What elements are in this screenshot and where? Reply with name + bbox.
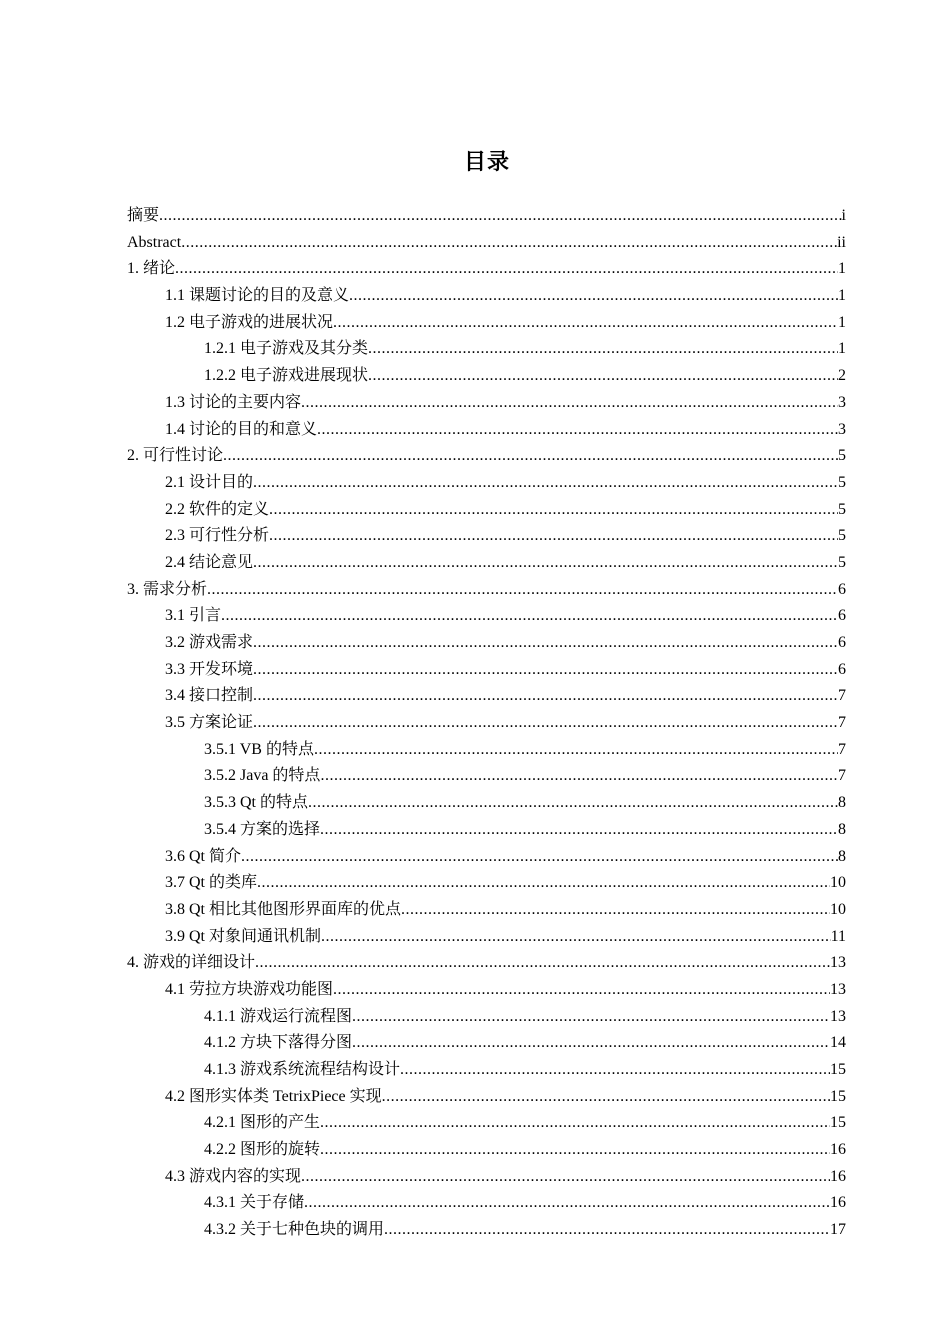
toc-entry-label: 3.1 引言 [165,607,222,625]
toc-entry-label: 4.1.3 游戏系统流程结构设计 [204,1061,401,1078]
toc-page-number: 16 [830,1194,846,1212]
toc-dot-leader [269,523,838,550]
toc-entry-label: 4.3 游戏内容的实现 [165,1167,302,1185]
toc-page-number: 13 [830,980,846,998]
toc-page-number: 8 [838,820,846,838]
toc-entry-label: 3.8 Qt 相比其他图形界面库的优点 [165,900,402,918]
toc-dot-leader [352,1004,830,1031]
toc-entry[interactable] [127,924,846,951]
toc-page-number: 5 [838,553,846,571]
toc-dot-leader [349,283,838,310]
toc-dot-leader [253,657,838,684]
toc-entry-label: Abstract [127,233,182,251]
toc-entry[interactable] [127,1110,846,1137]
toc-dot-leader [253,470,838,497]
toc-dot-leader [333,977,830,1004]
toc-entry[interactable] [127,203,846,230]
toc-page-number: 15 [830,1087,846,1105]
toc-entry-label: 4.1.1 游戏运行流程图 [204,1007,353,1025]
toc-page-number: ii [837,233,846,251]
toc-page-number: 5 [838,527,846,545]
toc-page-number: 5 [838,500,846,518]
toc-page-number: 1 [838,260,846,278]
toc-entry-label: 3.5.1 VB 的特点 [204,740,314,758]
toc-entry-label: 3.5.3 Qt 的特点 [204,794,309,812]
toc-dot-leader [241,844,838,871]
toc-dot-leader [400,1057,830,1084]
toc-page-number: 7 [838,740,846,758]
toc-entry[interactable] [127,657,846,684]
toc-entry-label: 3.4 接口控制 [165,687,254,705]
toc-entry-label: 4.3.2 关于七种色块的调用 [204,1221,385,1239]
toc-page-number: 14 [830,1034,846,1052]
toc-entry-label: 2.3 可行性分析 [165,527,270,545]
toc-dot-leader [175,256,838,283]
toc-page-number: 16 [830,1141,846,1159]
toc-entry[interactable] [127,1084,846,1111]
toc-entry[interactable] [127,256,846,283]
toc-dot-leader [352,1030,830,1057]
toc-dot-leader [257,870,830,897]
toc-entry-label: 4.2.2 图形的旋转 [204,1141,321,1159]
toc-entry[interactable] [127,1057,846,1084]
toc-entry[interactable] [127,603,846,630]
toc-page-number: 6 [838,660,846,678]
toc-page-number: 8 [838,794,846,812]
toc-page-number: 15 [830,1061,846,1078]
toc-dot-leader [159,203,842,230]
toc-entry-label: 1.4 讨论的目的和意义 [165,420,318,438]
toc-dot-leader [321,924,831,951]
toc-entry[interactable] [127,310,846,337]
toc-entry[interactable] [127,950,846,977]
toc-entry[interactable] [127,817,846,844]
toc-dot-leader [314,737,838,764]
toc-entry-label: 3.9 Qt 对象间通讯机制 [165,927,322,945]
toc-entry[interactable] [127,417,846,444]
toc-dot-leader [320,1137,830,1164]
toc-entry-label: 1.1 课题讨论的目的及意义 [165,287,350,305]
toc-page-number: 10 [830,874,846,892]
toc-entry-label: 2. 可行性讨论 [127,447,224,465]
toc-entry[interactable] [127,336,846,363]
toc-entry[interactable] [127,897,846,924]
toc-entry-label: 摘要 [127,207,160,224]
toc-dot-leader [382,1084,830,1111]
toc-entry[interactable] [127,497,846,524]
toc-dot-leader [320,763,838,790]
toc-page-number: 5 [838,447,846,465]
toc-dot-leader [181,230,837,257]
toc-page-number: 5 [838,473,846,491]
toc-page-number: 13 [830,1007,846,1025]
toc-entry-label: 1.2 电子游戏的进展状况 [165,313,334,331]
toc-page-number: 6 [838,634,846,651]
toc-entry-label: 4.2.1 图形的产生 [204,1114,321,1132]
toc-entry[interactable] [127,763,846,790]
toc-entry-label: 1. 绪论 [127,260,176,278]
toc-entry[interactable] [127,390,846,417]
toc-entry[interactable] [127,1164,846,1191]
toc-page-number: 13 [830,954,846,972]
toc-dot-leader [223,443,838,470]
toc-dot-leader [301,1164,830,1191]
toc-page-number: 16 [830,1167,846,1185]
toc-entry-label: 4.2 图形实体类 TetrixPiece 实现 [165,1087,382,1105]
toc-entry-label: 4.1 劳拉方块游戏功能图 [165,980,334,998]
toc-dot-leader [207,577,838,604]
toc-page-number: 6 [838,580,846,598]
toc-entry[interactable] [127,790,846,817]
toc-entry[interactable] [127,363,846,390]
toc-entry-label: 4.3.1 关于存储 [204,1194,305,1212]
toc-page-number: 2 [838,367,846,385]
page-title: 目录 [463,150,510,175]
toc-page-number: 10 [830,900,846,918]
toc-page-number: 15 [830,1114,846,1132]
toc-page-number: 3 [838,393,846,411]
toc-entry-label: 4.1.2 方块下落得分图 [204,1034,353,1052]
toc-entry[interactable] [127,870,846,897]
toc-dot-leader [368,363,838,390]
toc-entry[interactable] [127,1137,846,1164]
toc-entry-label: 2.1 设计目的 [165,473,254,491]
toc-dot-leader [253,550,838,577]
toc-entry[interactable] [127,1190,846,1217]
toc-entry-label: 3.6 Qt 简介 [165,847,242,865]
toc-entry[interactable] [127,977,846,1004]
toc-entry[interactable] [127,1217,846,1244]
table-of-contents [127,203,846,1244]
toc-dot-leader [317,417,838,444]
toc-entry-label: 3.5.4 方案的选择 [204,820,321,838]
toc-page-number: 1 [838,313,846,331]
toc-entry[interactable] [127,230,846,257]
toc-entry-label: 3.5 方案论证 [165,714,254,732]
toc-entry[interactable] [127,443,846,470]
toc-page-number: 11 [830,927,846,945]
toc-entry[interactable] [127,710,846,737]
toc-entry[interactable] [127,523,846,550]
toc-dot-leader [253,710,838,737]
toc-dot-leader [320,1110,830,1137]
toc-page-number: 7 [838,714,846,732]
toc-page-number: 1 [838,340,846,358]
toc-page-number: 3 [838,420,846,438]
toc-dot-leader [221,603,838,630]
toc-entry[interactable] [127,737,846,764]
toc-dot-leader [368,336,838,363]
toc-entry[interactable] [127,470,846,497]
toc-entry-label: 3.7 Qt 的类库 [165,874,258,892]
toc-dot-leader [333,310,838,337]
toc-dot-leader [253,630,838,657]
toc-page-number: 7 [838,767,846,785]
toc-entry[interactable] [127,844,846,871]
toc-page-number: 8 [838,847,846,865]
toc-entry-label: 3.3 开发环境 [165,660,254,678]
toc-page-number: 7 [838,687,846,705]
toc-dot-leader [301,390,838,417]
toc-entry[interactable] [127,630,846,657]
toc-page-number: i [841,207,846,224]
toc-entry-label: 2.4 结论意见 [165,553,254,571]
toc-dot-leader [304,1190,830,1217]
toc-page-number: 1 [838,287,846,305]
toc-dot-leader [401,897,830,924]
toc-entry-label: 1.2.1 电子游戏及其分类 [204,340,369,358]
toc-entry[interactable] [127,283,846,310]
toc-page-number: 17 [830,1221,846,1239]
toc-entry-label: 3. 需求分析 [127,580,208,598]
toc-entry[interactable] [127,1030,846,1057]
toc-dot-leader [308,790,838,817]
toc-dot-leader [255,950,830,977]
toc-entry-label: 2.2 软件的定义 [165,500,270,518]
toc-entry[interactable] [127,550,846,577]
toc-entry[interactable] [127,683,846,710]
toc-entry-label: 1.2.2 电子游戏进展现状 [204,367,369,385]
toc-entry-label: 1.3 讨论的主要内容 [165,393,302,411]
toc-page-number: 6 [838,607,846,625]
toc-dot-leader [384,1217,830,1244]
toc-entry-label: 3.2 游戏需求 [165,634,254,651]
toc-entry[interactable] [127,1004,846,1031]
toc-dot-leader [269,497,838,524]
toc-entry[interactable] [127,577,846,604]
toc-dot-leader [253,683,838,710]
toc-entry-label: 3.5.2 Java 的特点 [204,767,321,785]
toc-dot-leader [320,817,838,844]
toc-entry-label: 4. 游戏的详细设计 [127,954,256,972]
